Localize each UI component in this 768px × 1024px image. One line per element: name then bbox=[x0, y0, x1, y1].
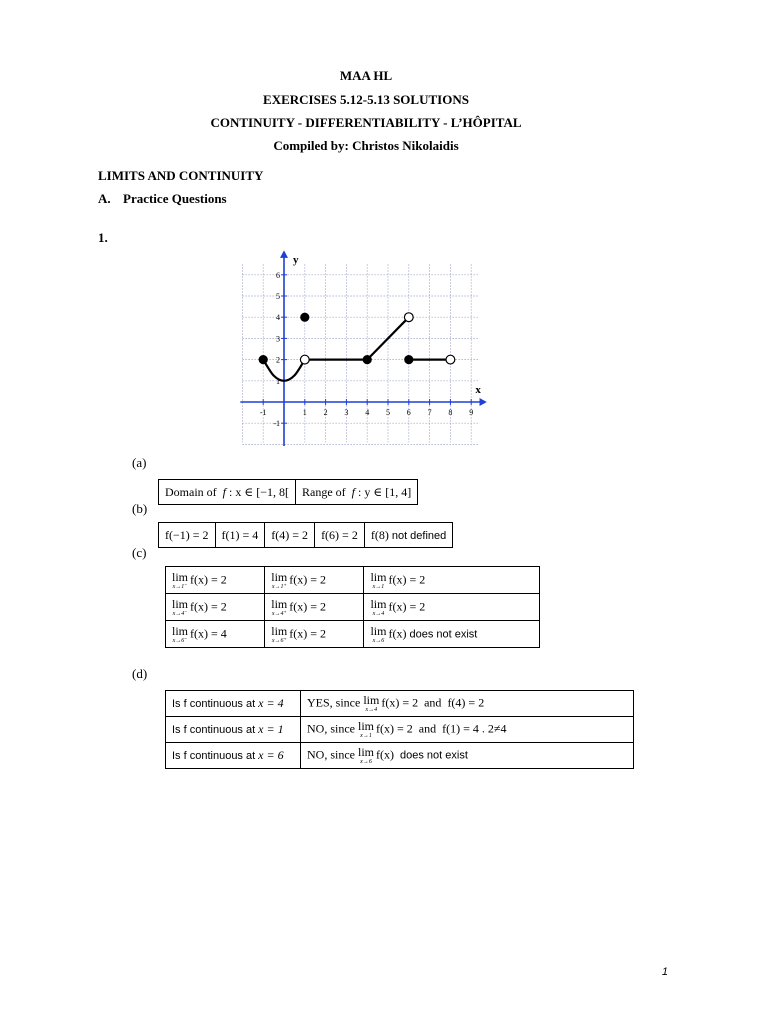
range-cell: Range of f : y ∈ [1, 4] bbox=[295, 480, 417, 505]
value-cell: f(4) = 2 bbox=[265, 523, 315, 548]
part-b-label: (b) bbox=[132, 501, 148, 516]
part-b-table bbox=[158, 522, 453, 548]
y-tick-label: 2 bbox=[276, 355, 280, 365]
x-tick-label: 6 bbox=[406, 408, 411, 417]
doc-title-exercises: EXERCISES 5.12-5.13 SOLUTIONS bbox=[263, 92, 469, 107]
y-tick-label: 6 bbox=[276, 270, 280, 280]
doc-title-course: MAA HL bbox=[339, 68, 393, 83]
limit-cell: lim x→1⁺ f(x) = 2 bbox=[265, 567, 364, 594]
subsection-letter: A. bbox=[98, 191, 111, 206]
y-tick-label: 4 bbox=[276, 313, 280, 323]
y-tick-label: 5 bbox=[276, 292, 280, 301]
question-number: 1. bbox=[98, 230, 108, 245]
y-tick-label: -1 bbox=[273, 419, 280, 429]
x-axis-label: x bbox=[475, 384, 481, 396]
open-point bbox=[404, 313, 413, 322]
y-axis-label: y bbox=[293, 254, 299, 267]
x-tick-label: 3 bbox=[344, 408, 349, 417]
limit-cell: lim x→6⁻ f(x) = 4 bbox=[166, 621, 265, 648]
y-axis-arrow bbox=[280, 250, 288, 257]
function-graph bbox=[232, 244, 498, 446]
limit-cell: lim x→4⁻ f(x) = 2 bbox=[166, 594, 265, 621]
closed-point bbox=[404, 355, 413, 364]
x-axis-arrow bbox=[480, 398, 487, 406]
part-d-table bbox=[165, 690, 634, 769]
continuity-answer: NO, since lim x→6 f(x) does not exist bbox=[301, 743, 634, 769]
x-tick-label: 4 bbox=[365, 408, 370, 417]
open-point bbox=[446, 355, 455, 364]
part-d-label: (d) bbox=[132, 666, 148, 681]
y-tick-label: 3 bbox=[276, 334, 280, 344]
value-cell: f(1) = 4 bbox=[215, 523, 265, 548]
section-title: LIMITS AND CONTINUITY bbox=[98, 168, 264, 183]
y-tick-label: 1 bbox=[276, 376, 280, 386]
x-tick-label: 7 bbox=[427, 408, 432, 417]
closed-point bbox=[363, 355, 372, 364]
subsection-title: Practice Questions bbox=[123, 191, 227, 206]
limit-cell: lim x→6⁺ f(x) = 2 bbox=[265, 621, 364, 648]
continuity-question: Is f continuous at x = 6 bbox=[166, 743, 301, 769]
x-tick-label: 8 bbox=[448, 408, 453, 417]
x-tick-label: 5 bbox=[386, 408, 390, 417]
limit-cell: lim x→4⁺ f(x) = 2 bbox=[265, 594, 364, 621]
x-tick-label: 9 bbox=[469, 408, 474, 417]
value-cell: f(8) not defined bbox=[364, 523, 452, 548]
x-tick-label: 2 bbox=[323, 408, 328, 417]
part-c-label: (c) bbox=[132, 545, 147, 560]
value-cell: f(−1) = 2 bbox=[159, 523, 216, 548]
closed-point bbox=[259, 355, 268, 364]
part-a-label: (a) bbox=[132, 455, 147, 470]
part-c-table bbox=[165, 566, 540, 648]
part-a-table bbox=[158, 479, 418, 505]
continuity-answer: YES, since lim x→4 f(x) = 2 and f(4) = 2 bbox=[301, 691, 634, 717]
doc-title-topic: CONTINUITY - DIFFERENTIABILITY - L’HÔPITAL bbox=[210, 115, 522, 130]
closed-point bbox=[300, 313, 309, 322]
limit-cell: lim x→1⁻ f(x) = 2 bbox=[166, 567, 265, 594]
limit-cell: lim x→1 f(x) = 2 bbox=[364, 567, 540, 594]
x-tick-label: -1 bbox=[259, 408, 267, 417]
graph-pieces bbox=[263, 317, 450, 381]
continuity-answer: NO, since lim x→1 f(x) = 2 and f(1) = 4 . 2≠4 bbox=[301, 717, 634, 743]
x-tick-label: 1 bbox=[302, 408, 307, 417]
domain-cell: Domain of f : x ∈ [−1, 8[ bbox=[159, 480, 296, 505]
continuity-question: Is f continuous at x = 4 bbox=[166, 691, 301, 717]
open-point bbox=[300, 355, 309, 364]
doc-author: Compiled by: Christos Nikolaidis bbox=[273, 138, 459, 153]
graph-tick-labels bbox=[260, 271, 473, 428]
value-cell: f(6) = 2 bbox=[315, 523, 365, 548]
continuity-question: Is f continuous at x = 1 bbox=[166, 717, 301, 743]
limit-cell: lim x→4 f(x) = 2 bbox=[364, 594, 540, 621]
limit-cell: lim x→6 f(x) does not exist bbox=[364, 621, 540, 648]
page-number: 1 bbox=[661, 966, 668, 978]
